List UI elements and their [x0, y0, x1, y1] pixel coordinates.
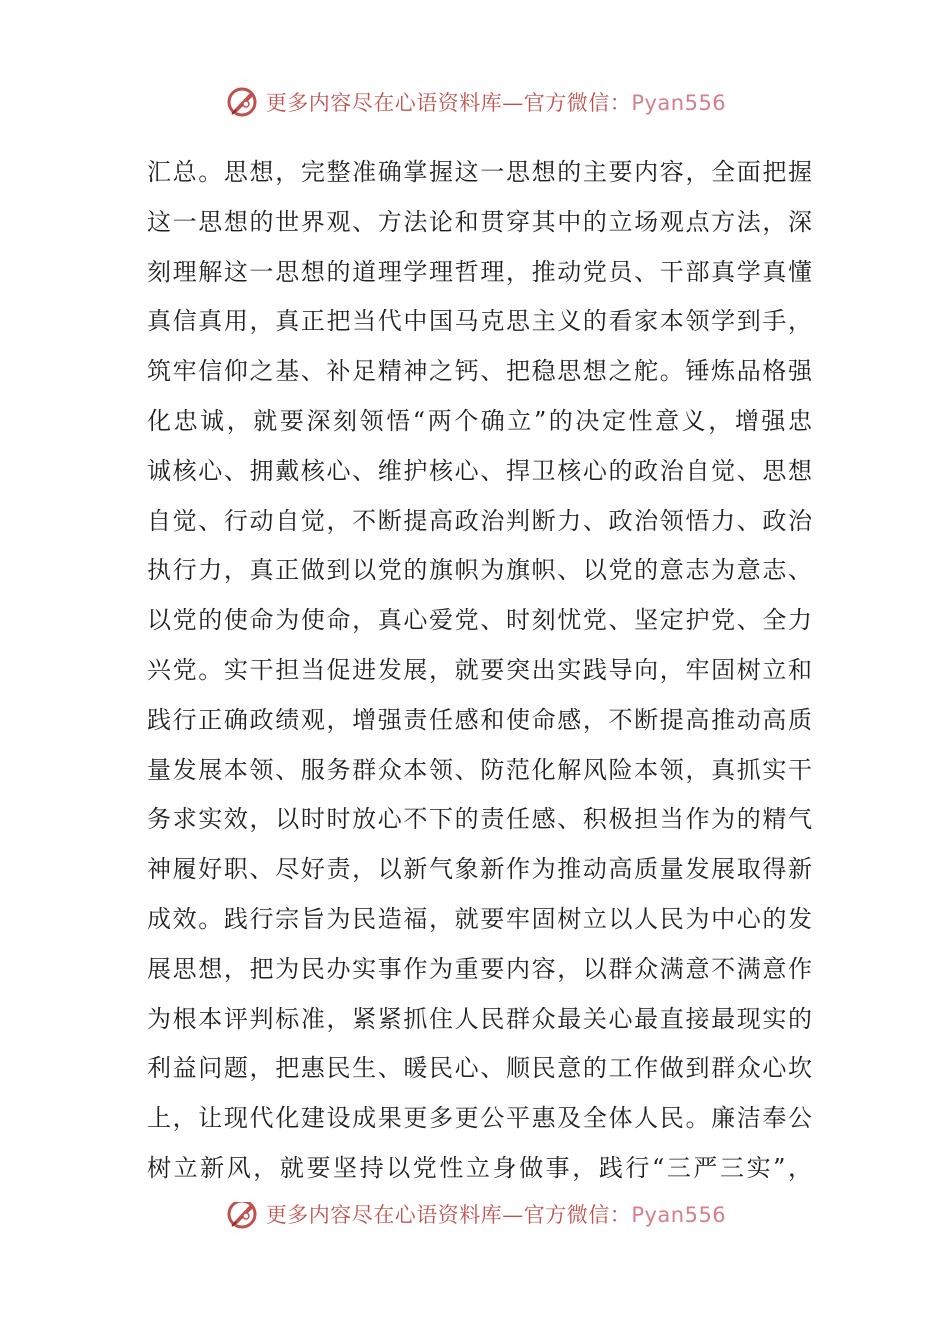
body-line: 执行力，真正做到以党的旗帜为旗帜、以党的意志为意志、	[147, 556, 812, 585]
body-line: 展思想，把为民办实事作为重要内容，以群众满意不满意作	[147, 954, 812, 983]
footer-banner-text	[266, 1202, 726, 1229]
header-banner-text	[266, 87, 726, 117]
footer-banner-inner	[224, 1202, 726, 1232]
body-line: 量发展本领、服务群众本领、防范化解风险本领，真抓实干	[147, 755, 812, 784]
body-line: 自觉、行动自觉，不断提高政治判断力、政治领悟力、政治	[147, 506, 812, 535]
body-line: 践行正确政绩观，增强责任感和使命感，不断提高推动高质	[147, 705, 812, 734]
header-banner-inner	[224, 84, 726, 120]
body-line: 诚核心、拥戴核心、维护核心、捍卫核心的政治自觉、思想	[147, 456, 812, 485]
body-line: 兴党。实干担当促进发展，就要突出实践导向，牢固树立和	[147, 655, 812, 684]
header-banner-label: 更多内容尽在心语资料库—官方微信：	[265, 91, 632, 115]
body-line: 汇总。思想，完整准确掌握这一思想的主要内容，全面把握	[147, 158, 812, 186]
body-line: 真信真用，真正把当代中国马克思主义的看家本领学到手，	[147, 307, 812, 336]
body-line: 刻理解这一思想的道理学理哲理，推动党员、干部真学真懂	[147, 257, 812, 286]
body-line: 这一思想的世界观、方法论和贯穿其中的立场观点方法，深	[147, 207, 812, 236]
header-watermark-banner	[0, 82, 950, 122]
footer-banner-label: 更多内容尽在心语资料库—官方微信：	[265, 1203, 632, 1227]
footer-watermark-banner	[0, 1202, 950, 1236]
body-line: 筑牢信仰之基、补足精神之钙、把稳思想之舵。锤炼品格强	[147, 357, 812, 386]
body-line: 神履好职、尽好责，以新气象新作为推动高质量发展取得新	[147, 855, 812, 884]
body-line: 化忠诚，就要深刻领悟“两个确立”的决定性意义，增强忠	[147, 406, 812, 435]
body-line: 以党的使命为使命，真心爱党、时刻忧党、坚定护党、全力	[147, 606, 812, 635]
body-line: 利益问题，把惠民生、暖民心、顺民意的工作做到群众心坎	[147, 1054, 812, 1083]
body-line: 为根本评判标准，紧紧抓住人民群众最关心最直接最现实的	[147, 1004, 812, 1033]
header-banner-wechat-id: Pyan556	[631, 91, 727, 115]
body-line: 务求实效，以时时放心不下的责任感、积极担当作为的精气	[147, 805, 812, 834]
body-line: 树立新风，就要坚持以党性立身做事，践行“三严三实”，	[147, 1153, 812, 1182]
quill-pen-logo-icon	[224, 1202, 260, 1232]
body-line: 上，让现代化建设成果更多更公平惠及全体人民。廉洁奉公	[147, 1104, 812, 1133]
footer-banner-wechat-id: Pyan556	[631, 1203, 727, 1227]
document-body	[147, 148, 812, 1194]
body-line: 成效。践行宗旨为民造福，就要牢固树立以人民为中心的发	[147, 904, 812, 933]
quill-pen-logo-icon	[224, 84, 260, 120]
